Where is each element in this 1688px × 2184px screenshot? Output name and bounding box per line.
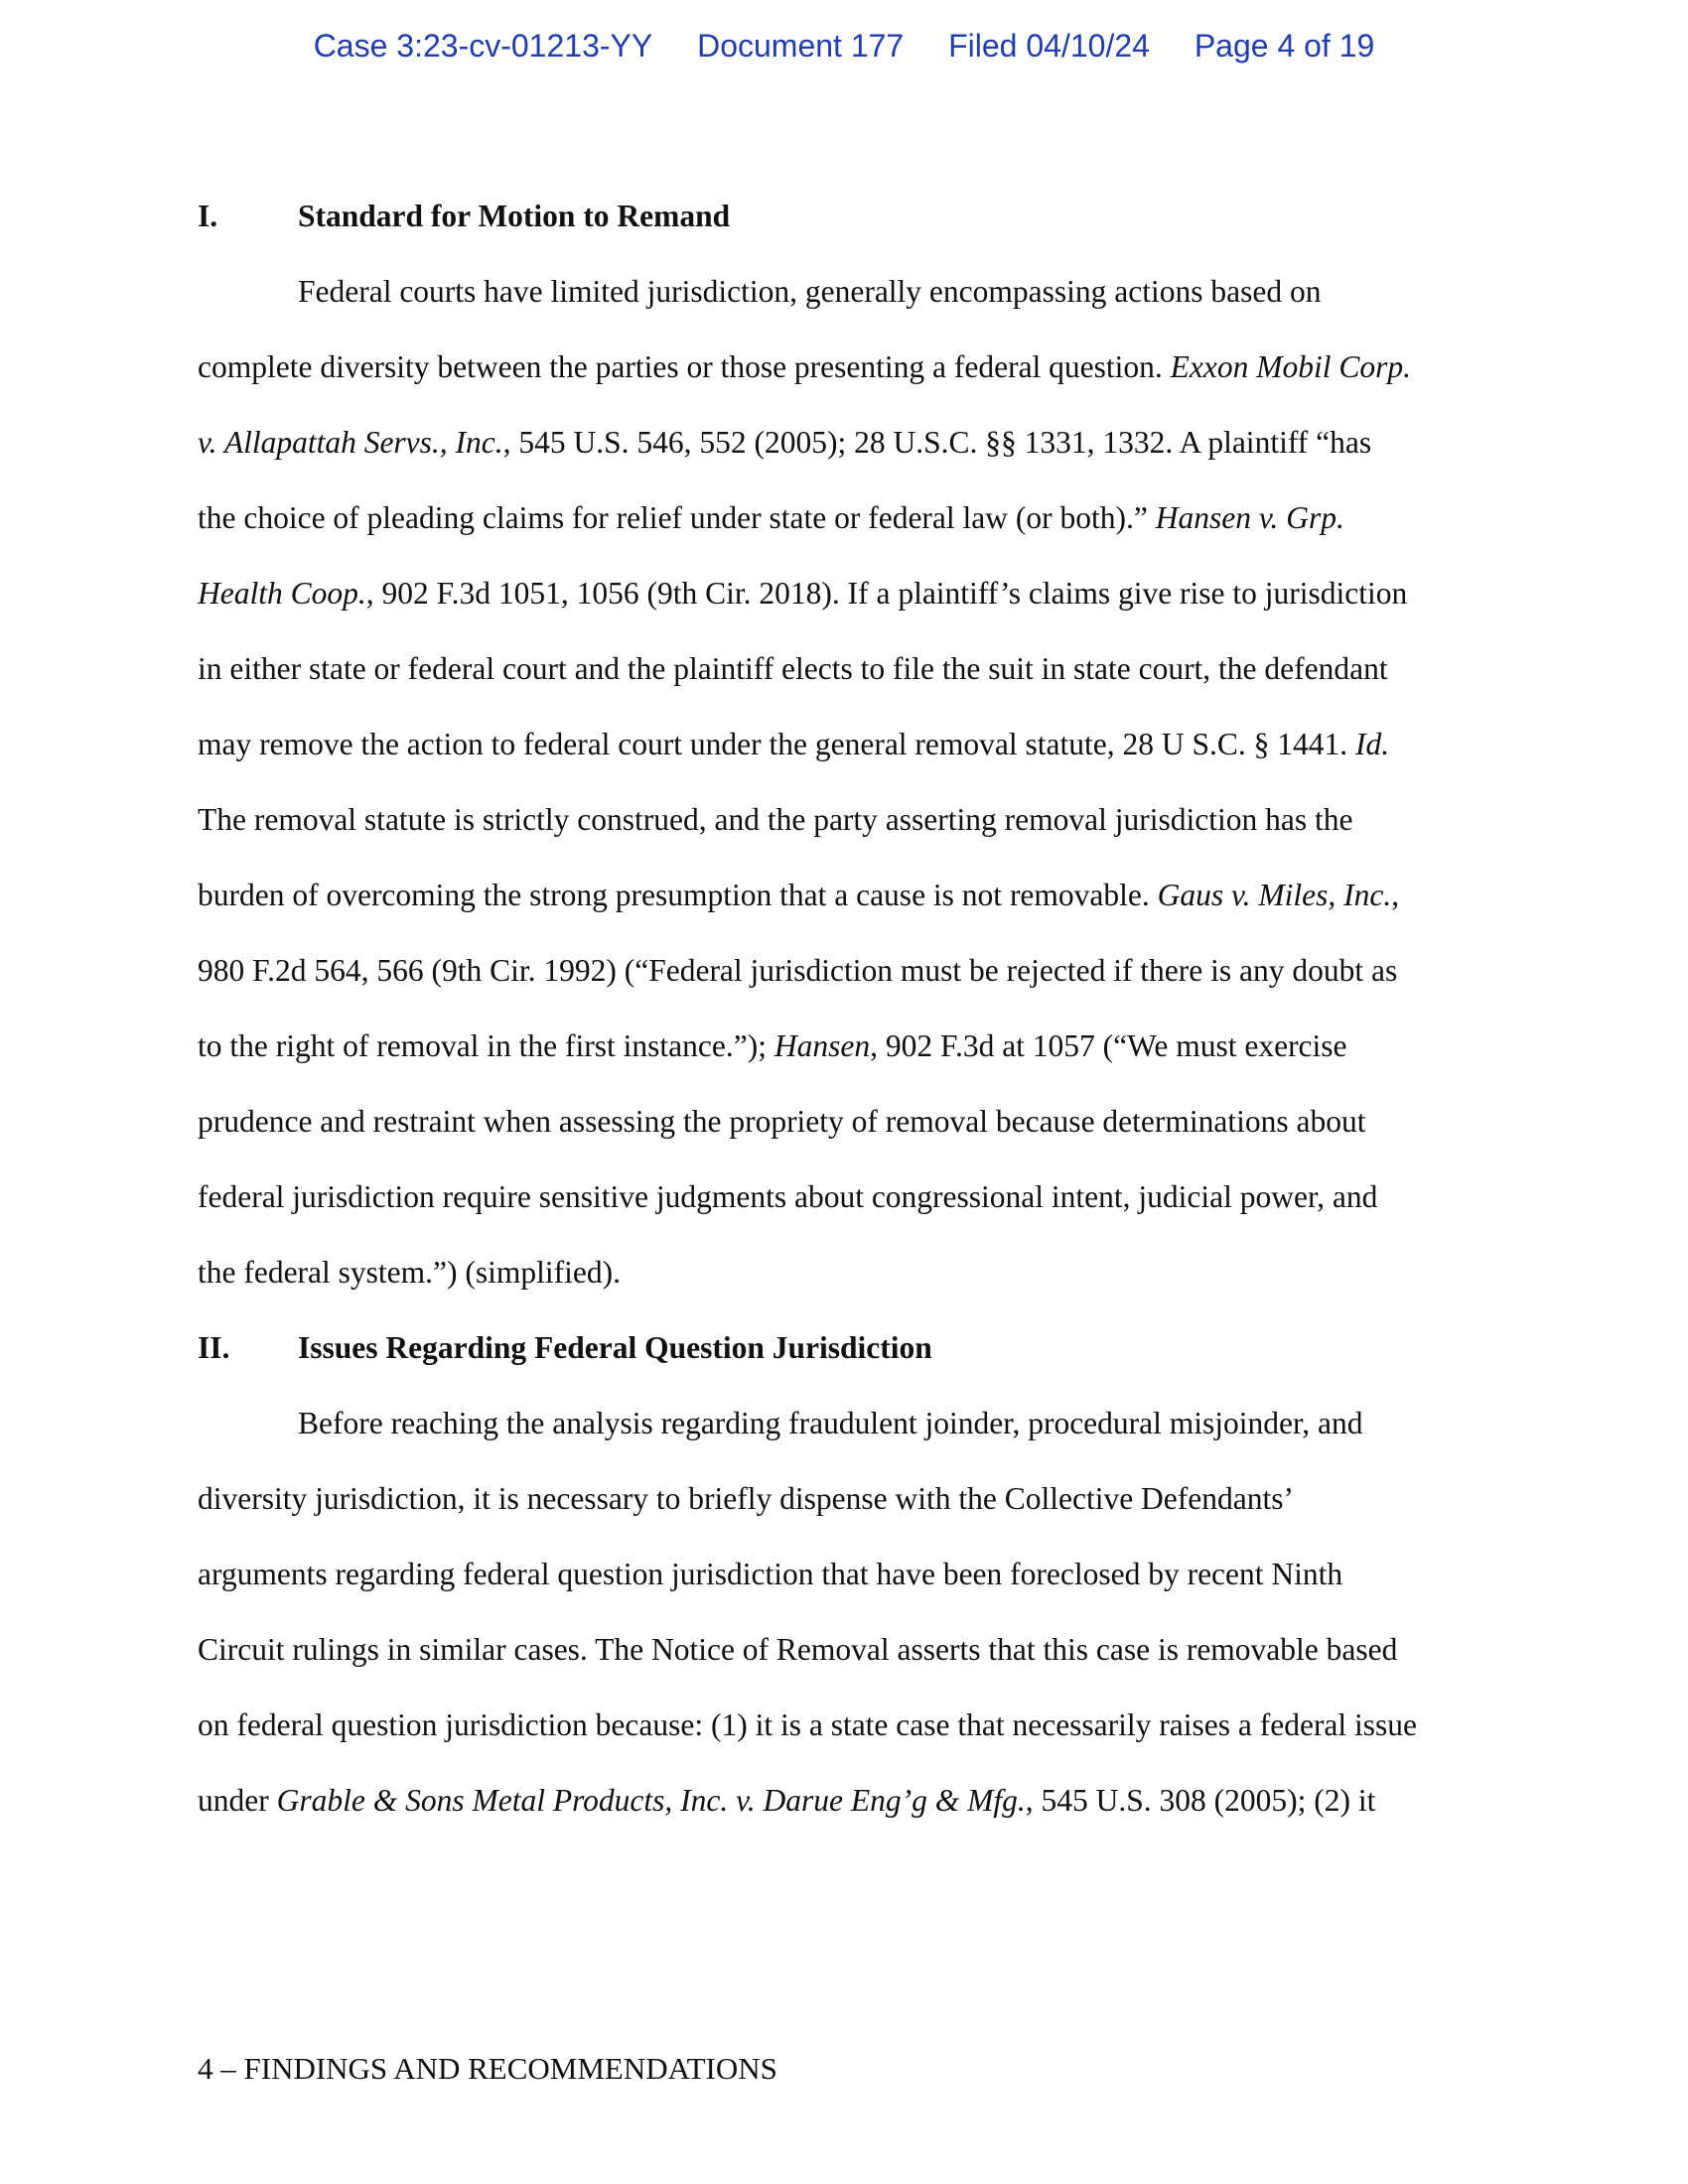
line-text: complete diversity between the parties or those presenting a federal question. bbox=[198, 349, 1171, 384]
section-number: I. bbox=[198, 199, 218, 233]
line-text: , 902 F.3d at 1057 (“We must exercise bbox=[870, 1028, 1347, 1063]
paragraph-line bbox=[198, 1481, 1294, 1517]
paragraph-line bbox=[198, 500, 1344, 536]
paragraph-line bbox=[198, 1179, 1377, 1215]
line-text: , bbox=[1391, 878, 1400, 912]
paragraph-line bbox=[198, 1783, 1375, 1819]
paragraph-line bbox=[198, 1707, 1417, 1743]
case-citation: Hansen bbox=[774, 1028, 871, 1063]
line-text: the choice of pleading claims for relief under state or federal law (or both).” bbox=[198, 500, 1156, 535]
line-text: Federal courts have limited jurisdiction, generally encompassing actions based on bbox=[298, 274, 1322, 309]
section-heading-2 bbox=[198, 1330, 932, 1366]
paragraph-line bbox=[198, 425, 1371, 461]
case-citation: Gaus v. Miles, Inc. bbox=[1157, 878, 1392, 912]
line-text: burden of overcoming the strong presumption that a cause is not removable. bbox=[198, 878, 1158, 912]
line-text: , 545 U.S. 308 (2005); (2) it bbox=[1025, 1783, 1376, 1818]
filing-header bbox=[0, 28, 1688, 65]
line-text: , 902 F.3d 1051, 1056 (9th Cir. 2018). If a plaintiff’s claims give rise to jurisdiction bbox=[365, 576, 1408, 611]
paragraph-line bbox=[198, 727, 1389, 762]
page-number: Page 4 of 19 bbox=[1194, 28, 1375, 64]
line-text: , 545 U.S. 546, 552 (2005); 28 U.S.C. §§ 1331, 1332. A plaintiff “has bbox=[502, 425, 1372, 460]
paragraph-line bbox=[298, 274, 1321, 310]
section-title: Issues Regarding Federal Question Jurisdiction bbox=[298, 1330, 932, 1365]
paragraph-line bbox=[198, 1557, 1342, 1592]
paragraph-line bbox=[298, 1406, 1362, 1441]
filed-date: Filed 04/10/24 bbox=[948, 28, 1150, 64]
line-text: to the right of removal in the first instance.”); bbox=[198, 1028, 774, 1063]
line-text: in either state or federal court and the plaintiff elects to file the suit in state court, the defendant bbox=[198, 651, 1388, 686]
line-text: 980 F.2d 564, 566 (9th Cir. 1992) (“Federal jurisdiction must be rejected if there is any doubt as bbox=[198, 953, 1398, 988]
paragraph-line bbox=[198, 802, 1352, 838]
case-citation: Hansen v. Grp. bbox=[1155, 500, 1344, 535]
paragraph-line bbox=[198, 878, 1399, 913]
paragraph-line bbox=[198, 576, 1407, 612]
line-text: may remove the action to federal court under the general removal statute, 28 U S.C. § 1441. bbox=[198, 727, 1356, 761]
paragraph-line bbox=[198, 1028, 1347, 1064]
case-citation: v. Allapattah Servs., Inc. bbox=[198, 425, 503, 460]
page-footer: 4 – FINDINGS AND RECOMMENDATIONS bbox=[198, 2051, 777, 2086]
section-number: II. bbox=[198, 1330, 230, 1365]
line-text: prudence and restraint when assessing the propriety of removal because determinations about bbox=[198, 1104, 1366, 1139]
case-citation: Health Coop. bbox=[198, 576, 366, 611]
line-text: Circuit rulings in similar cases. The Notice of Removal asserts that this case is removable based bbox=[198, 1632, 1398, 1667]
paragraph-line bbox=[198, 349, 1411, 385]
line-text: federal jurisdiction require sensitive judgments about congressional intent, judicial power, and bbox=[198, 1179, 1378, 1214]
case-citation: Id. bbox=[1355, 727, 1390, 761]
line-text: Before reaching the analysis regarding fraudulent joinder, procedural misjoinder, and bbox=[298, 1406, 1363, 1440]
paragraph-line bbox=[198, 953, 1397, 989]
section-heading-1 bbox=[198, 199, 730, 234]
paragraph-line bbox=[198, 651, 1388, 687]
document-number: Document 177 bbox=[697, 28, 905, 64]
line-text: arguments regarding federal question jurisdiction that have been foreclosed by recent Ninth bbox=[198, 1557, 1343, 1591]
case-number: Case 3:23-cv-01213-YY bbox=[313, 28, 653, 64]
paragraph-line bbox=[198, 1255, 621, 1291]
paragraph-line bbox=[198, 1632, 1397, 1668]
case-citation: Exxon Mobil Corp. bbox=[1170, 349, 1412, 384]
section-title: Standard for Motion to Remand bbox=[298, 199, 731, 233]
line-text: under bbox=[198, 1783, 277, 1818]
case-citation: Grable & Sons Metal Products, Inc. v. Darue Eng’g & Mfg. bbox=[276, 1783, 1026, 1818]
paragraph-line bbox=[198, 1104, 1365, 1140]
line-text: The removal statute is strictly construed, and the party asserting removal jurisdiction has the bbox=[198, 802, 1353, 837]
line-text: the federal system.”) (simplified). bbox=[198, 1255, 621, 1290]
line-text: diversity jurisdiction, it is necessary to briefly dispense with the Collective Defendants’ bbox=[198, 1481, 1294, 1516]
line-text: on federal question jurisdiction because: (1) it is a state case that necessarily raises a federal issue bbox=[198, 1707, 1418, 1742]
